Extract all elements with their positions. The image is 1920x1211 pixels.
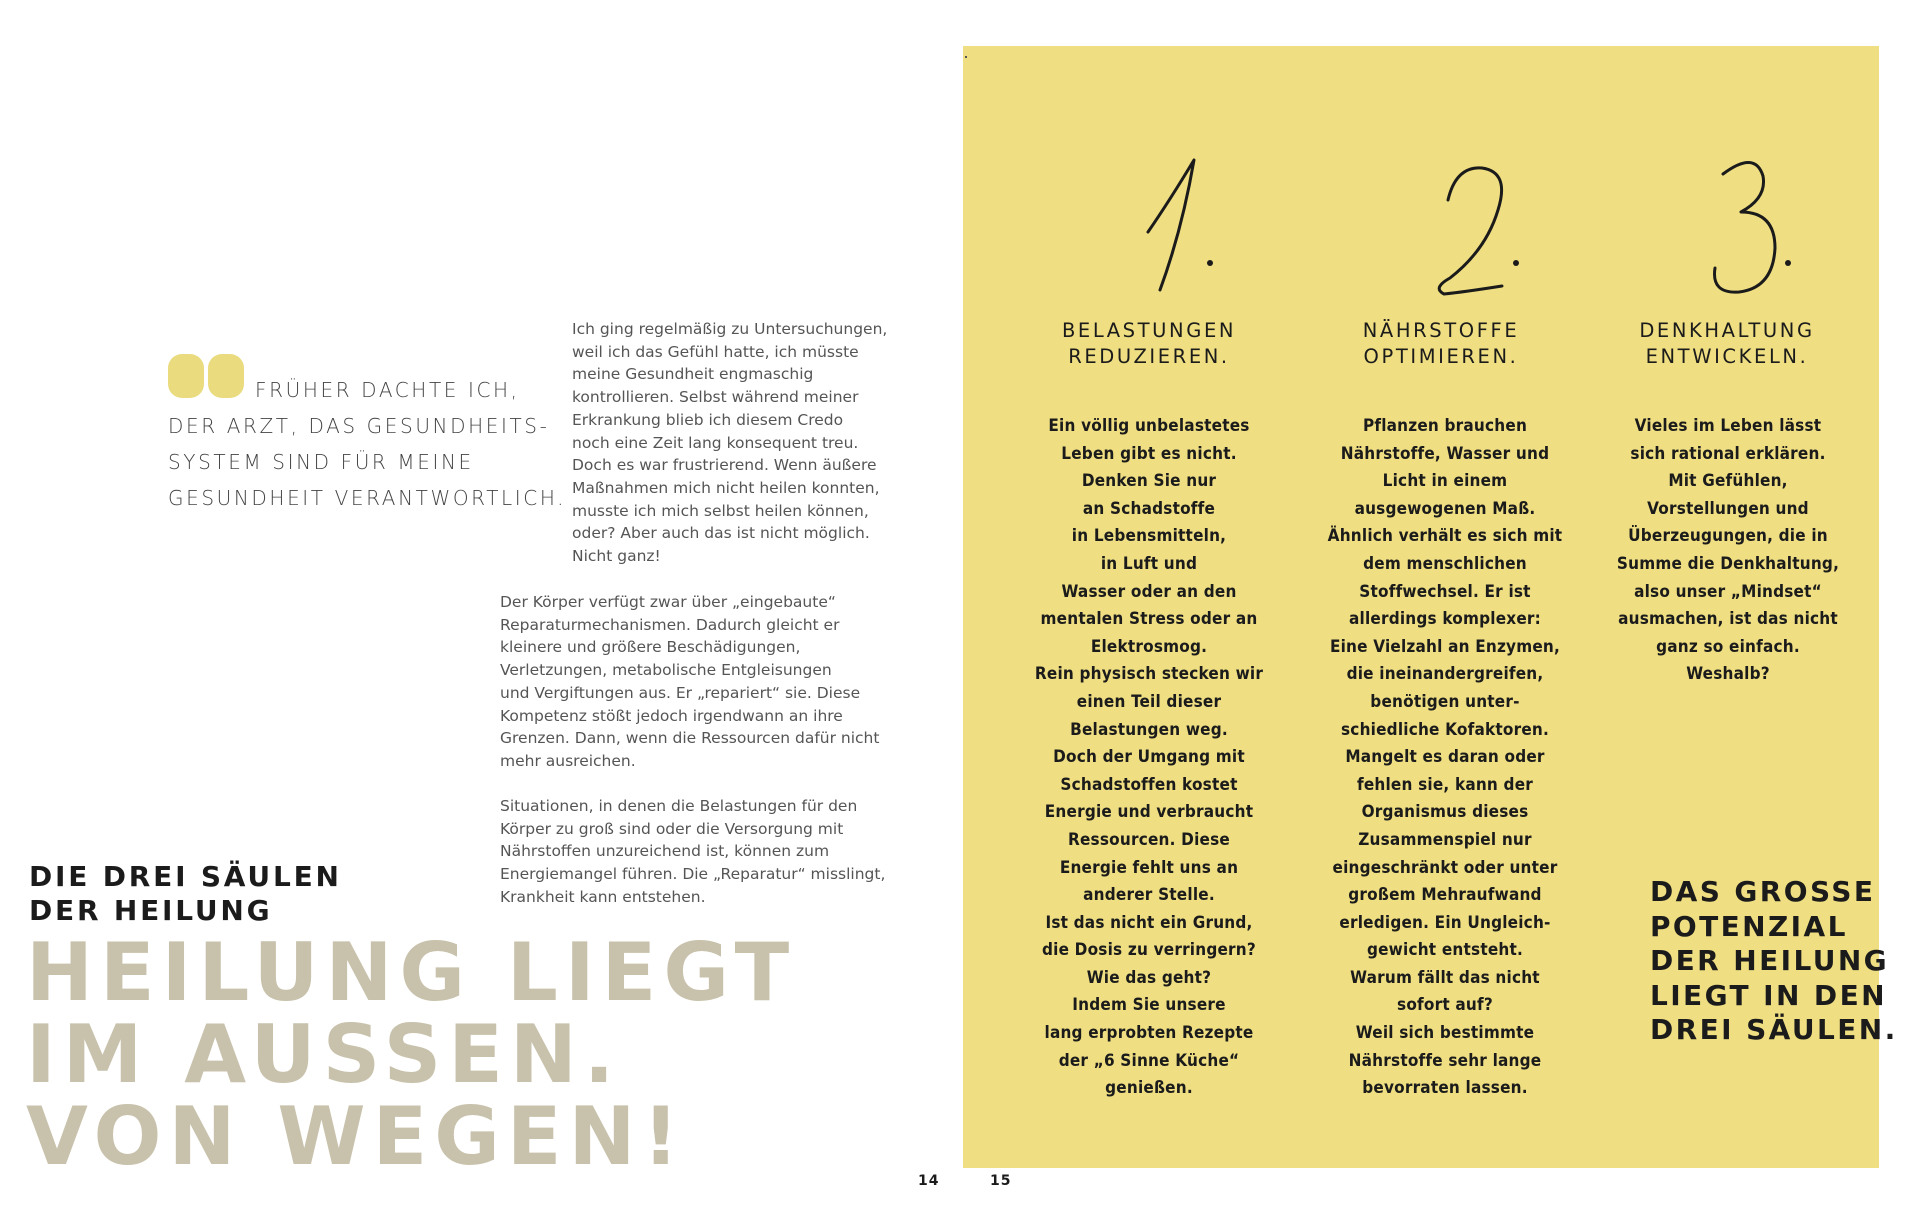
title-line: BELASTUNGEN bbox=[1061, 319, 1237, 342]
text-line: Vorstellungen und bbox=[1647, 498, 1809, 519]
text-line: und Vergiftungen aus. Er „repariert“ sie. Diese bbox=[500, 683, 861, 702]
title-line: OPTIMIEREN. bbox=[1363, 345, 1519, 368]
text-line: Körper zu groß sind oder die Versorgung mit bbox=[500, 819, 844, 838]
text-line: Indem Sie unsere bbox=[1072, 995, 1226, 1016]
text-line: Erkrankung blieb ich diesem Credo bbox=[572, 410, 844, 429]
text-line: Nährstoffen unzureichend ist, können zum bbox=[500, 842, 830, 861]
pull-quote-line: DER ARZT, DAS GESUNDHEITS- bbox=[168, 414, 550, 438]
text-line: Ressourcen. Diese bbox=[1068, 829, 1230, 850]
text-line: Denken Sie nur bbox=[1081, 471, 1217, 492]
text-line: die Dosis zu verringern? bbox=[1042, 940, 1256, 961]
text-line: Summe die Denkhaltung, bbox=[1616, 553, 1840, 574]
body-paragraph-1 bbox=[572, 318, 912, 568]
text-line: Doch es war frustrierend. Wenn äußere bbox=[572, 456, 877, 475]
pull-quote-line: GESUNDHEIT VERANTWORTLICH. bbox=[168, 486, 567, 510]
numeral-two bbox=[1402, 150, 1542, 300]
column-title-1 bbox=[1024, 318, 1274, 370]
text-line: Schadstoffen kostet bbox=[1060, 774, 1238, 795]
page-number-right: 15 bbox=[990, 1173, 1012, 1189]
text-line: weil ich das Gefühl hatte, ich müsste bbox=[572, 342, 859, 361]
text-line: Überzeugungen, die in bbox=[1628, 526, 1828, 547]
kicker-line: DIE DREI SÄULEN bbox=[29, 860, 342, 893]
text-line: Energie fehlt uns an bbox=[1059, 857, 1239, 878]
text-line: Organismus dieses bbox=[1361, 802, 1529, 823]
text-line: Nicht ganz! bbox=[572, 547, 661, 566]
page-number-left: 14 bbox=[918, 1173, 940, 1189]
text-line: oder? Aber auch das ist nicht möglich. bbox=[572, 524, 870, 543]
text-line: in Luft und bbox=[1100, 553, 1198, 574]
text-line: Warum fällt das nicht bbox=[1350, 967, 1540, 988]
text-line: Eine Vielzahl an Enzymen, bbox=[1329, 636, 1561, 657]
text-line: der „6 Sinne Küche“ bbox=[1058, 1050, 1240, 1071]
text-line: Wie das geht? bbox=[1086, 967, 1212, 988]
text-line: Vieles im Leben lässt bbox=[1634, 416, 1822, 436]
text-line: sich rational erklären. bbox=[1630, 443, 1826, 464]
numeral-three bbox=[1685, 150, 1825, 300]
text-line: die ineinandergreifen, bbox=[1346, 664, 1544, 685]
text-line: Ähnlich verhält es sich mit bbox=[1327, 526, 1563, 547]
emphasis-statement bbox=[1650, 875, 1910, 1048]
text-line: benötigen unter- bbox=[1370, 691, 1520, 712]
text-line: mentalen Stress oder an bbox=[1040, 609, 1258, 630]
emphasis-line: POTENZIAL bbox=[1650, 909, 1848, 943]
text-line: dem menschlichen bbox=[1363, 553, 1527, 574]
text-line: Mangelt es daran oder bbox=[1345, 747, 1545, 768]
crop-mark bbox=[965, 56, 967, 58]
text-line: Nährstoffe sehr lange bbox=[1348, 1050, 1542, 1071]
text-line: Kompetenz stößt jedoch irgendwann an ihre bbox=[500, 706, 843, 725]
text-line: kleinere und größere Beschädigungen, bbox=[500, 638, 801, 657]
text-line: Situationen, in denen die Belastungen für den bbox=[500, 797, 858, 815]
body-paragraph-2 bbox=[500, 591, 910, 773]
text-line: Pflanzen brauchen bbox=[1362, 416, 1528, 436]
section-kicker bbox=[29, 860, 529, 928]
headline-line: IM AUSSEN. bbox=[26, 1008, 622, 1101]
text-line: Wasser oder an den bbox=[1061, 581, 1237, 602]
kicker-line: DER HEILUNG bbox=[29, 894, 273, 927]
text-line: Grenzen. Dann, wenn die Ressourcen dafür nicht bbox=[500, 729, 880, 748]
text-line: bevorraten lassen. bbox=[1362, 1078, 1528, 1099]
column-title-2 bbox=[1316, 318, 1566, 370]
text-line: Energiemangel führen. Die „Reparatur“ misslingt, bbox=[500, 865, 886, 884]
column-text-1 bbox=[1019, 413, 1279, 1103]
emphasis-line: LIEGT IN DEN bbox=[1650, 978, 1887, 1012]
text-line: ausgewogenen Maß. bbox=[1354, 498, 1536, 519]
text-line: Zusammenspiel nur bbox=[1358, 829, 1532, 850]
text-line: Verletzungen, metabolische Entgleisungen bbox=[500, 661, 832, 680]
emphasis-line: DER HEILUNG bbox=[1650, 944, 1890, 977]
title-line: REDUZIEREN. bbox=[1068, 345, 1230, 368]
pull-quote bbox=[168, 372, 567, 516]
text-line: Krankheit kann entstehen. bbox=[500, 887, 706, 906]
page-headline bbox=[26, 926, 866, 1183]
text-line: Maßnahmen mich nicht heilen konnten, bbox=[572, 478, 880, 497]
numeral-one bbox=[1112, 150, 1252, 300]
text-line: Rein physisch stecken wir bbox=[1034, 664, 1264, 685]
title-line: DENKHALTUNG bbox=[1639, 319, 1815, 342]
text-line: schiedliche Kofaktoren. bbox=[1341, 719, 1549, 740]
text-line: lang erprobten Rezepte bbox=[1044, 1023, 1254, 1044]
text-line: ganz so einfach. bbox=[1656, 636, 1800, 657]
pull-quote-line: FRÜHER DACHTE ICH, bbox=[255, 378, 520, 402]
text-line: Weshalb? bbox=[1686, 664, 1770, 685]
text-line: Ich ging regelmäßig zu Untersuchungen, bbox=[572, 320, 888, 338]
text-line: eingeschränkt oder unter bbox=[1332, 857, 1558, 878]
body-paragraph-3 bbox=[500, 795, 910, 909]
text-line: Energie und verbraucht bbox=[1044, 802, 1254, 823]
text-line: fehlen sie, kann der bbox=[1356, 774, 1534, 795]
text-line: Doch der Umgang mit bbox=[1053, 747, 1245, 768]
text-line: großem Mehraufwand bbox=[1348, 885, 1542, 906]
title-line: ENTWICKELN. bbox=[1645, 345, 1809, 368]
title-line: NÄHRSTOFFE bbox=[1362, 319, 1520, 342]
headline-line: HEILUNG LIEGT bbox=[26, 926, 797, 1019]
text-line: Licht in einem bbox=[1382, 471, 1508, 492]
text-line: einen Teil dieser bbox=[1076, 691, 1222, 712]
text-line: mehr ausreichen. bbox=[500, 751, 636, 770]
text-line: sofort auf? bbox=[1397, 995, 1493, 1016]
text-line: meine Gesundheit engmaschig bbox=[572, 365, 814, 384]
text-line: an Schadstoffe bbox=[1082, 498, 1216, 519]
column-text-3 bbox=[1598, 413, 1858, 689]
text-line: genießen. bbox=[1105, 1078, 1193, 1099]
text-line: Leben gibt es nicht. bbox=[1061, 443, 1237, 464]
emphasis-line: DAS GROSSE bbox=[1650, 875, 1876, 908]
text-line: Reparaturmechanismen. Dadurch gleicht er bbox=[500, 615, 840, 634]
text-line: gewicht entsteht. bbox=[1366, 940, 1524, 961]
text-line: erledigen. Ein Ungleich- bbox=[1339, 912, 1551, 933]
text-line: Nährstoffe, Wasser und bbox=[1340, 443, 1550, 464]
column-title-3 bbox=[1602, 318, 1852, 370]
text-line: Stoffwechsel. Er ist bbox=[1359, 581, 1531, 602]
text-line: Mit Gefühlen, bbox=[1668, 471, 1788, 492]
column-text-2 bbox=[1315, 413, 1575, 1103]
emphasis-line: DREI SÄULEN. bbox=[1650, 1013, 1898, 1046]
text-line: kontrollieren. Selbst während meiner bbox=[572, 388, 859, 407]
text-line: allerdings komplexer: bbox=[1349, 609, 1541, 630]
text-line: Belastungen weg. bbox=[1070, 719, 1228, 740]
text-line: also unser „Mindset“ bbox=[1634, 581, 1822, 602]
text-line: musste ich mich selbst heilen können, bbox=[572, 501, 869, 520]
text-line: Ist das nicht ein Grund, bbox=[1045, 912, 1253, 933]
text-line: ausmachen, ist das nicht bbox=[1618, 609, 1838, 630]
headline-line: VON WEGEN! bbox=[26, 1090, 686, 1183]
text-line: Elektrosmog. bbox=[1090, 636, 1208, 657]
text-line: Weil sich bestimmte bbox=[1355, 1023, 1535, 1044]
text-line: Der Körper verfügt zwar über „eingebaute“ bbox=[500, 593, 836, 611]
text-line: noch eine Zeit lang konsequent treu. bbox=[572, 433, 859, 452]
text-line: anderer Stelle. bbox=[1083, 885, 1215, 906]
pull-quote-line: SYSTEM SIND FÜR MEINE bbox=[168, 450, 474, 474]
text-line: in Lebensmitteln, bbox=[1071, 526, 1227, 547]
text-line: Ein völlig unbelastetes bbox=[1048, 416, 1250, 436]
